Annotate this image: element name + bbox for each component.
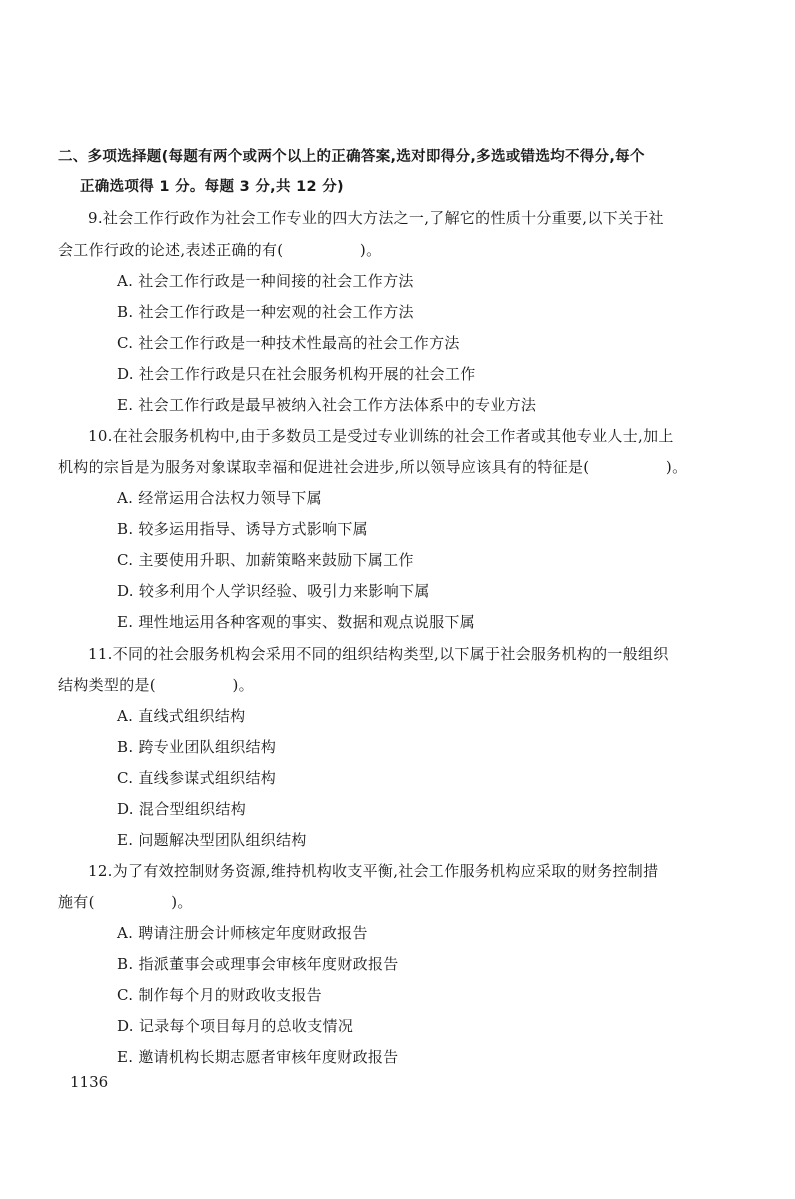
question-12-option-c: C. 制作每个月的财政收支报告 (117, 986, 322, 1004)
question-9-stem-line2: 会工作行政的论述,表述正确的有( )。 (58, 241, 382, 259)
question-11-option-b: B. 跨专业团队组织结构 (117, 738, 277, 756)
question-9-option-a: A. 社会工作行政是一种间接的社会工作方法 (117, 272, 414, 290)
question-11-option-c: C. 直线参谋式组织结构 (117, 769, 277, 787)
question-9-option-c: C. 社会工作行政是一种技术性最高的社会工作方法 (117, 334, 460, 352)
question-10-option-c: C. 主要使用升职、加薪策略来鼓励下属工作 (117, 551, 414, 569)
question-12-option-e: E. 邀请机构长期志愿者审核年度财政报告 (117, 1048, 399, 1066)
question-9-option-b: B. 社会工作行政是一种宏观的社会工作方法 (117, 303, 414, 321)
question-9-stem-line1: 9.社会工作行政作为社会工作专业的四大方法之一,了解它的性质十分重要,以下关于社 (88, 209, 664, 227)
question-10-option-b: B. 较多运用指导、诱导方式影响下属 (117, 520, 368, 538)
question-11-option-e: E. 问题解决型团队组织结构 (117, 831, 307, 849)
question-11-stem-line2: 结构类型的是( )。 (58, 676, 254, 694)
section-title-line2: 正确选项得 1 分。每题 3 分,共 12 分) (80, 179, 344, 195)
question-11-option-d: D. 混合型组织结构 (117, 800, 247, 818)
question-12-option-b: B. 指派董事会或理事会审核年度财政报告 (117, 955, 399, 973)
question-10-stem-line2: 机构的宗旨是为服务对象谋取幸福和促进社会进步,所以领导应该具有的特征是( )。 (58, 458, 688, 476)
question-10-option-a: A. 经常运用合法权力领导下属 (117, 489, 322, 507)
question-9-option-e: E. 社会工作行政是最早被纳入社会工作方法体系中的专业方法 (117, 396, 537, 414)
question-10-stem-line1: 10.在社会服务机构中,由于多数员工是受过专业训练的社会工作者或其他专业人士,加上 (88, 427, 674, 445)
question-11-option-a: A. 直线式组织结构 (117, 707, 246, 725)
question-11-stem-line1: 11.不同的社会服务机构会采用不同的组织结构类型,以下属于社会服务机构的一般组织 (88, 645, 669, 663)
question-12-stem-line2: 施有( )。 (58, 893, 193, 911)
question-12-option-d: D. 记录每个项目每月的总收支情况 (117, 1017, 354, 1035)
question-9-option-d: D. 社会工作行政是只在社会服务机构开展的社会工作 (117, 365, 476, 383)
question-10-option-e: E. 理性地运用各种客观的事实、数据和观点说服下属 (117, 613, 475, 631)
section-title-line1: 二、多项选择题(每题有两个或两个以上的正确答案,选对即得分,多选或错选均不得分,每个 (58, 149, 645, 165)
page-number: 1136 (70, 1073, 109, 1091)
question-12-stem-line1: 12.为了有效控制财务资源,维持机构收支平衡,社会工作服务机构应采取的财务控制措 (88, 862, 659, 880)
question-12-option-a: A. 聘请注册会计师核定年度财政报告 (117, 924, 368, 942)
question-10-option-d: D. 较多利用个人学识经验、吸引力来影响下属 (117, 582, 430, 600)
